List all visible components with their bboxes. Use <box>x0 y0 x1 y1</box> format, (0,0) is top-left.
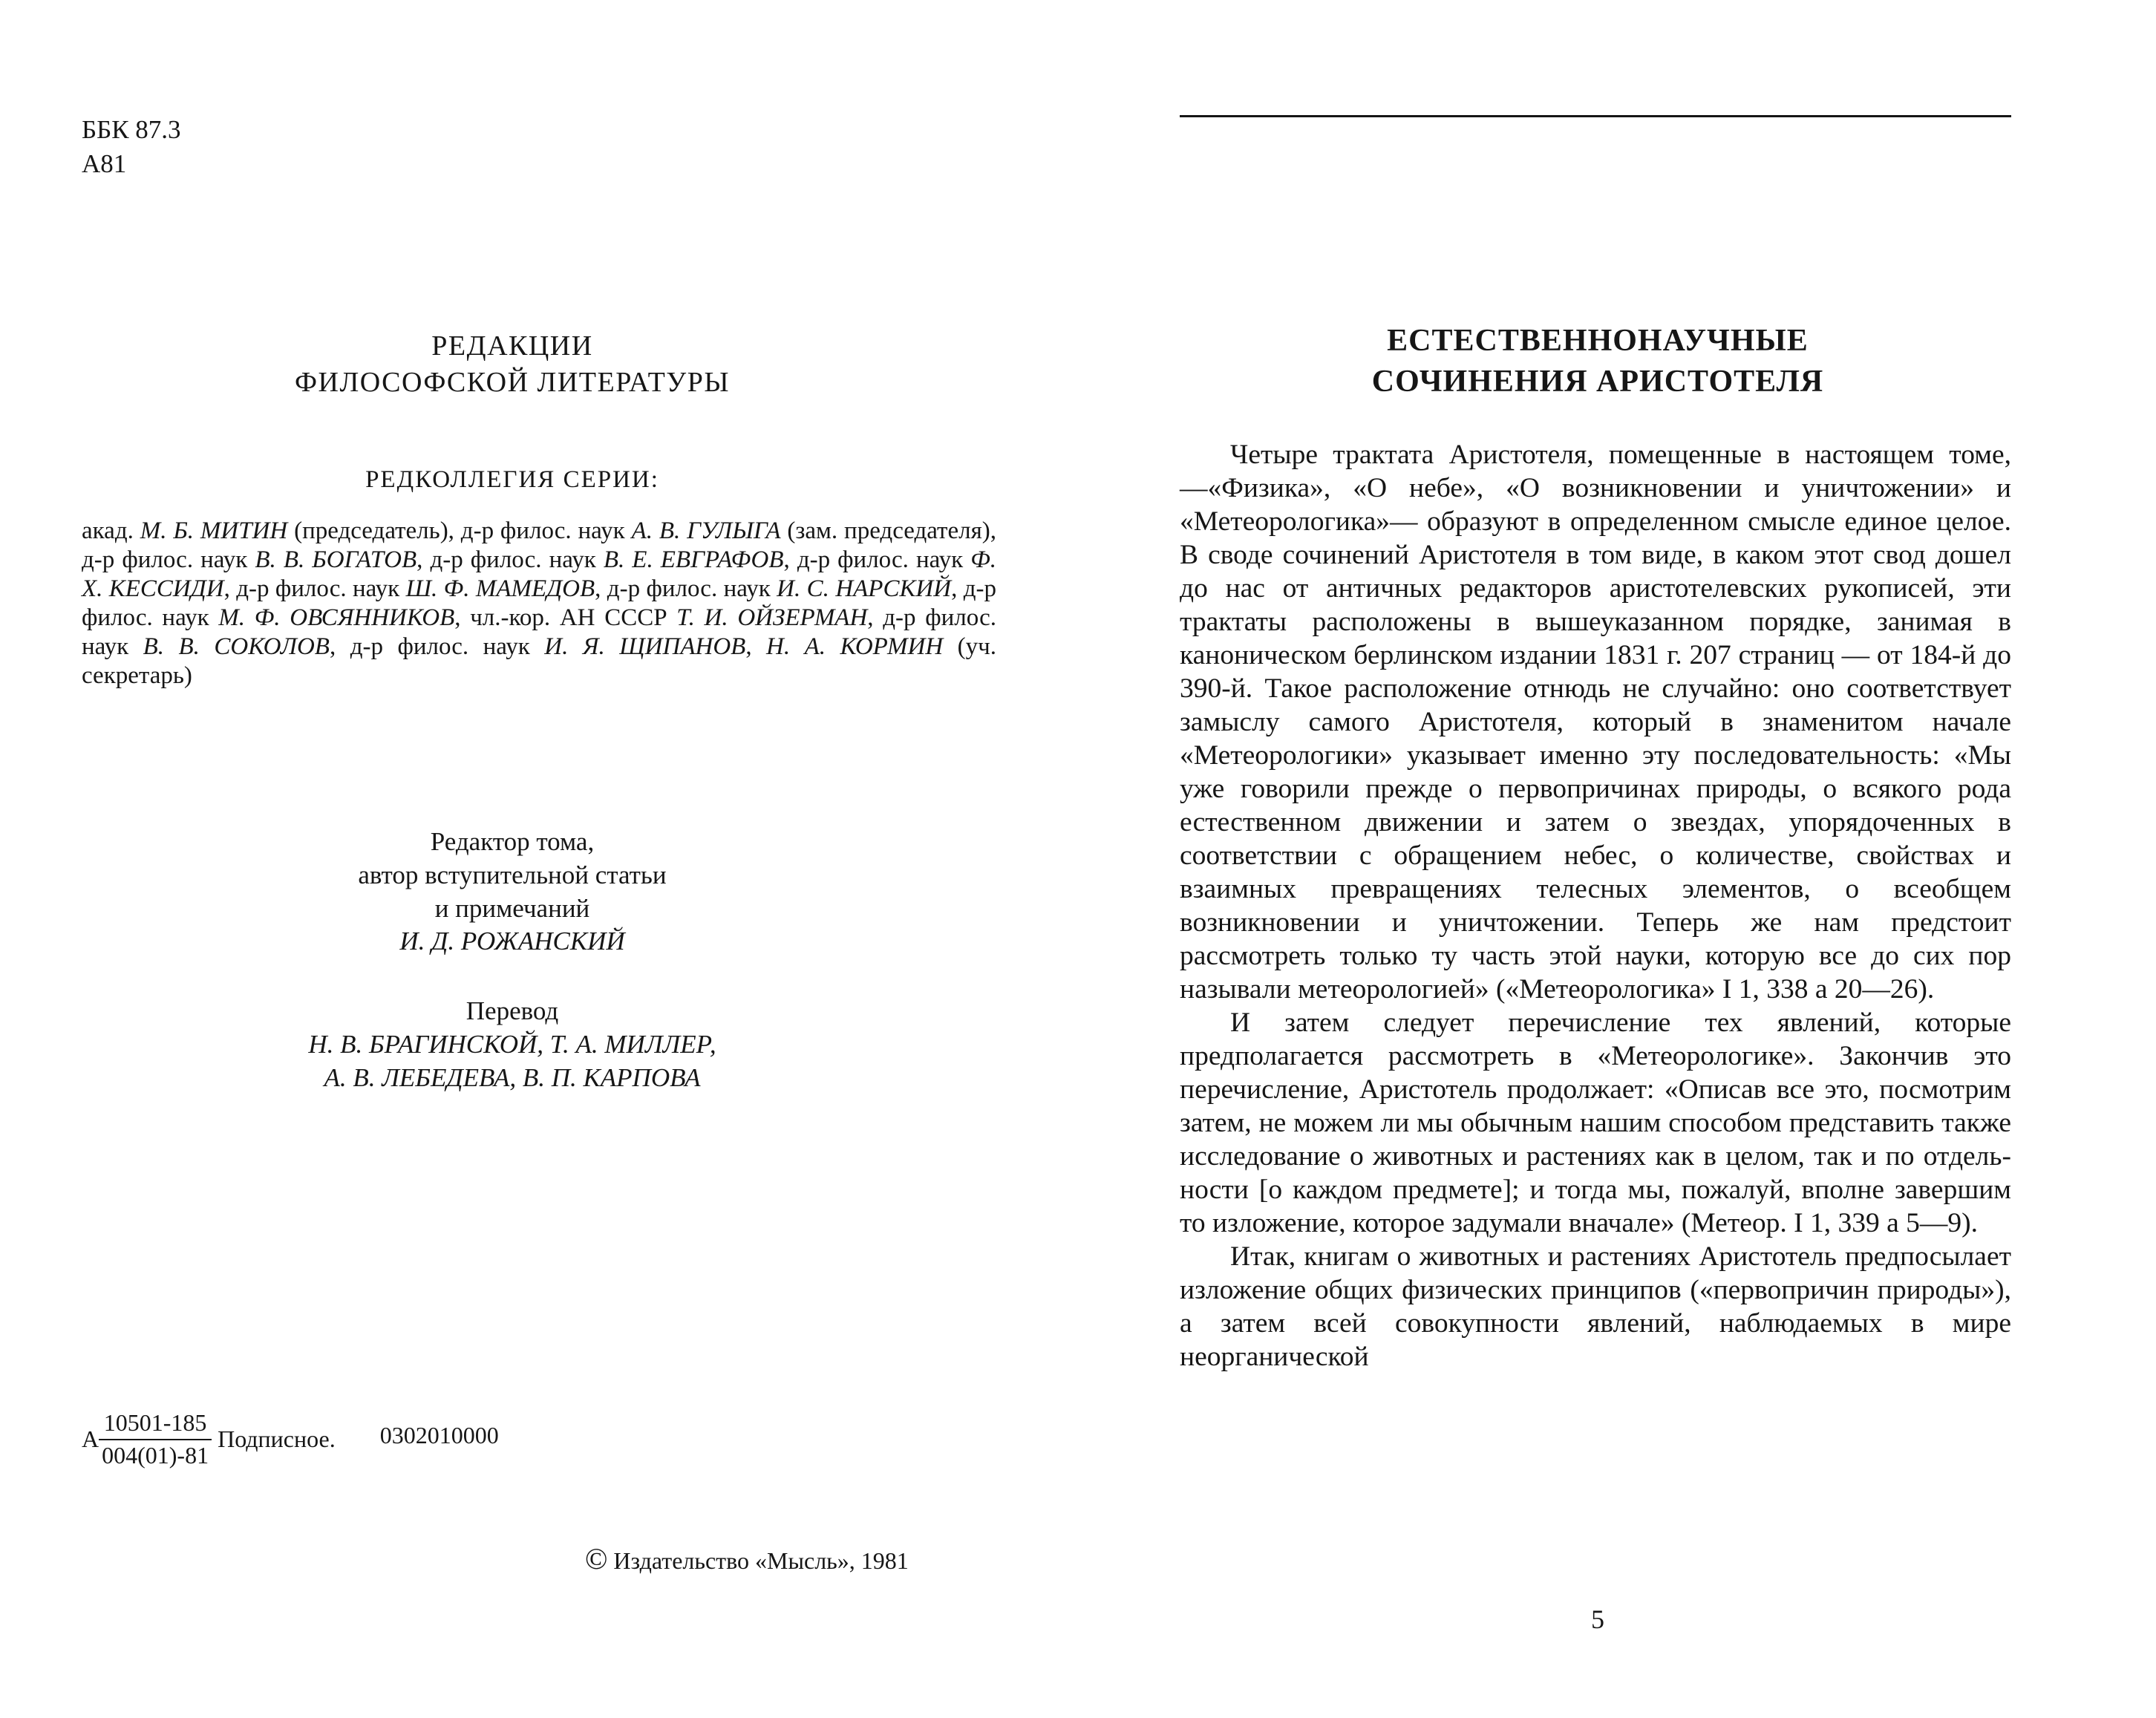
catalog-code-bbk: ББК 87.3 <box>82 115 181 144</box>
paragraph: Итак, книгам о животных и растениях Аристотель предпосылает изложение общих физических принципов («первопричин природы»), а затем всей совокупности явлений, наблюдаемых в мире неорганической <box>1180 1241 2011 1372</box>
board-member-name: Ф. Х. КЕССИДИ <box>82 546 996 602</box>
volume-editor-block <box>260 826 765 958</box>
index-fraction <box>99 1408 212 1471</box>
board-member-title: , д-р филос. наук <box>416 546 604 573</box>
subscription-label: Подписное. <box>218 1425 336 1452</box>
volume-editor-role-line1: Редактор тома, <box>430 827 595 856</box>
paragraph: Четыре трактата Аристотеля, помещенные в настоящем томе,—«Физика», «О небе», «О возникновении и уничтожении» и «Метеорологика»— образуют в определенном смысле единое целое. В своде сочинений Аристотеля в том виде, в каком этот свод дошел до нас от античных редакторов аристотелевских рукописей, эти трактаты расположены в вышеуказанном порядке, занимая в каноническом берлинском издании 1831 г. 207 страниц — от 184-й до 390-й. Такое расположение отнюдь не случайно: оно соответствует замыслу самого Аристотеля, который в знаменитом начале «Метеорологики» указывает именно эту последовательность: «Мы уже говорили прежде о первопричинах природы, о всякого рода естественном движении и затем о звездах, упорядоченных в соответствии с обращением небес, о количестве, свойствах и взаимных превращениях телесных элементов, о всеобщем возникновении и уничтожении. Теперь же нам предстоит рассмотреть только ту часть этой науки, которую все до сих пор называли метеорологией» («Метеорологика» I 1, 338 а 20—26). <box>1180 440 2011 1005</box>
editorial-office-line1: РЕДАКЦИИ <box>431 330 593 362</box>
board-member-name: В. Е. ЕВГРАФОВ <box>603 546 784 573</box>
chapter-title-line2: СОЧИНЕНИЯ АРИСТОТЕЛЯ <box>1371 364 1824 399</box>
board-member-title: , д-р филос. наук <box>223 575 406 602</box>
translators-line2: А. В. ЛЕБЕДЕВА, В. П. КАРПОВА <box>324 1062 701 1092</box>
board-member-name: В. В. СОКОЛОВ <box>143 633 330 660</box>
board-member-name: Ш. Ф. МАМЕДОВ <box>405 575 595 602</box>
editorial-office-line2: ФИЛОСОФСКОЙ ЛИТЕРАТУРЫ <box>295 366 730 398</box>
header-rule <box>1180 115 2011 117</box>
board-member-title: , <box>745 633 767 660</box>
editorial-office <box>260 328 765 400</box>
copyright <box>585 1540 909 1578</box>
board-member-title: , д-р филос. наук <box>783 546 971 573</box>
board-member-name: И. С. НАРСКИЙ <box>777 575 952 602</box>
volume-editor-role-line3: и примечаний <box>434 893 590 923</box>
board-member-name: М. Б. МИТИН <box>140 517 288 544</box>
index-code: 0302010000 <box>379 1421 499 1448</box>
page-number: 5 <box>1591 1604 1604 1634</box>
board-member-title: (уч. секретарь) <box>82 633 996 689</box>
board-heading: РЕДКОЛЛЕГИЯ СЕРИИ: <box>365 466 659 493</box>
board-member-title: акад. <box>82 517 140 544</box>
translation-block <box>186 995 839 1094</box>
volume-editor-role-line2: автор вступительной статьи <box>358 860 667 889</box>
index-denominator: 004(01)-81 <box>102 1441 209 1469</box>
board-member-title: , д-р филос. наук <box>82 604 996 660</box>
board-member-title: (председатель), д-р филос. наук <box>287 517 632 544</box>
board-member-title: (зам. председателя), д-р филос. наук <box>82 517 997 573</box>
copyright-symbol: © <box>585 1542 608 1575</box>
catalog-codes <box>82 113 181 180</box>
board-member-title: , д-р филос. наук <box>82 575 996 631</box>
board-member-title: , чл.-кор. АН СССР <box>454 604 677 631</box>
right-page <box>1078 0 2156 1718</box>
publication-index <box>82 1408 499 1471</box>
board-member-name: И. Я. ЩИПАНОВ <box>544 633 746 660</box>
translation-label: Перевод <box>466 996 559 1025</box>
board-member-name: Н. А. КОРМИН <box>766 633 944 660</box>
volume-editor-name: И. Д. РОЖАНСКИЙ <box>399 927 625 956</box>
body-text <box>1180 438 2011 1374</box>
translators-line1: Н. В. БРАГИНСКОЙ, Т. А. МИЛЛЕР, <box>308 1029 716 1059</box>
index-letter: А <box>82 1425 99 1452</box>
chapter-title <box>1226 321 1969 402</box>
board-member-name: М. Ф. ОВСЯННИКОВ <box>218 604 455 631</box>
index-numerator: 10501-185 <box>99 1408 212 1440</box>
board-member-title: , д-р филос. наук <box>595 575 777 602</box>
board-member-name: А. В. ГУЛЫГА <box>631 517 781 544</box>
board-member-title: , д-р филос. наук <box>329 633 545 660</box>
board-member-name: В. В. БОГАТОВ <box>255 546 417 573</box>
chapter-title-line1: ЕСТЕСТВЕННОНАУЧНЫЕ <box>1387 324 1809 358</box>
paragraph: И затем следует перечисление тех явлений, которые предполагается рассмотреть в «Метеорологике». Закончив это перечисление, Аристотель продолжает: «Описав все это, посмотрим затем, не можем ли мы обычным нашим способом представить также исследование о животных и растениях как в целом, так и по отдельности [о каждом предмете]; и тогда мы, пожалуй, вполне завершим то изложение, которое задумали вначале» (Метеор. I 1, 339 а 5—9). <box>1180 1007 2011 1238</box>
copyright-text: Издательство «Мысль», 1981 <box>613 1547 909 1574</box>
board-member-name: Т. И. ОЙЗЕРМАН <box>676 604 868 631</box>
board-members <box>82 517 996 690</box>
catalog-code-author: А81 <box>82 148 127 178</box>
